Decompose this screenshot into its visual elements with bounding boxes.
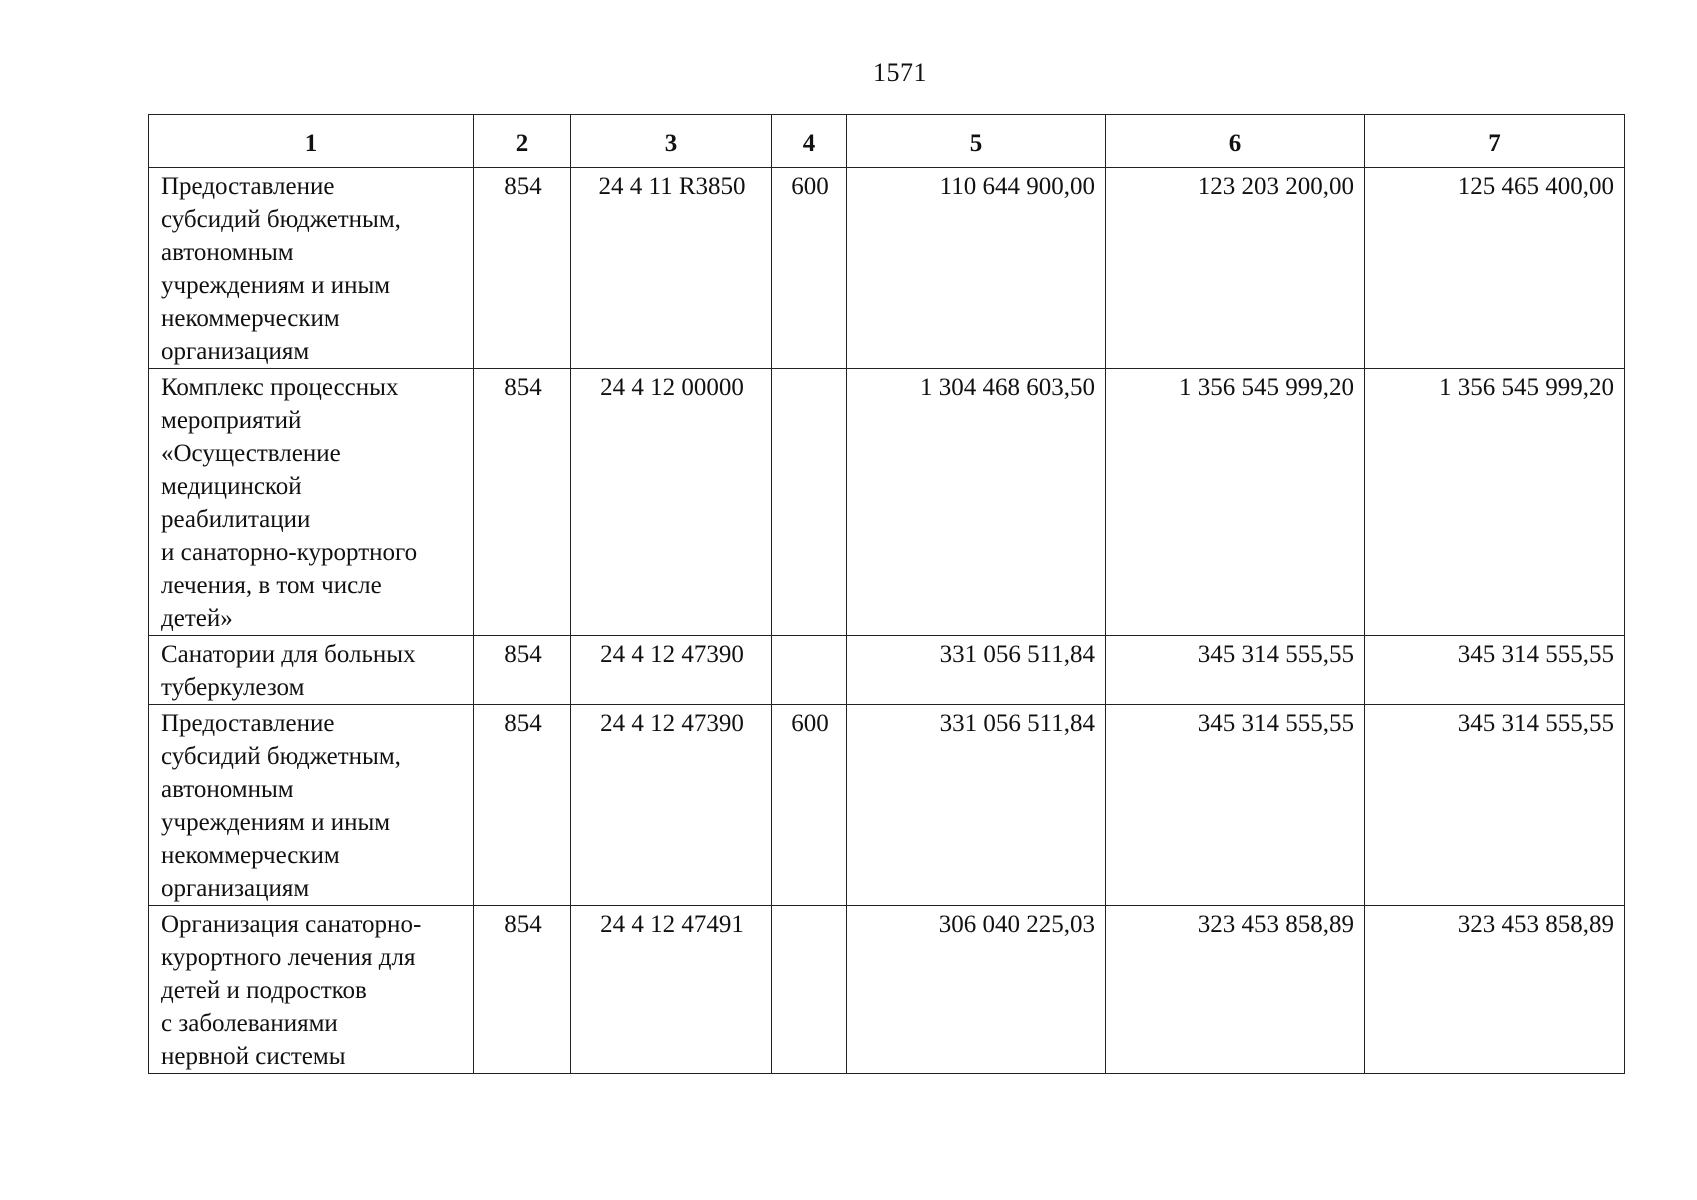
ministry-code-cell: 854 (474, 369, 571, 636)
expense-type-cell: 600 (772, 705, 847, 906)
amount-col7-cell: 345 314 555,55 (1365, 705, 1625, 906)
target-article-cell: 24 4 12 47390 (571, 705, 772, 906)
amount-col6-cell: 345 314 555,55 (1106, 705, 1365, 906)
column-header: 7 (1365, 115, 1625, 168)
amount-col7-cell: 1 356 545 999,20 (1365, 369, 1625, 636)
column-header: 6 (1106, 115, 1365, 168)
expense-type-cell (772, 906, 847, 1074)
target-article-cell: 24 4 12 47491 (571, 906, 772, 1074)
table-header-row (149, 115, 1625, 168)
table-row (149, 369, 1625, 636)
item-name: Предоставление субсидий бюджетным, автономным учреждениям и иным некоммерческим организациям (161, 173, 401, 365)
expense-type-cell (772, 636, 847, 705)
amount-col6-cell: 123 203 200,00 (1106, 168, 1365, 369)
target-article-cell: 24 4 11 R3850 (571, 168, 772, 369)
ministry-code-cell: 854 (474, 705, 571, 906)
item-name: Санатории для больных туберкулезом (161, 641, 416, 701)
item-name: Комплекс процессных мероприятий «Осуществление медицинской реабилитации и санаторно-курортного лечения, в том числе детей» (161, 374, 418, 632)
ministry-code-cell: 854 (474, 168, 571, 369)
amount-col5-cell: 110 644 900,00 (847, 168, 1106, 369)
target-article-cell: 24 4 12 00000 (571, 369, 772, 636)
table-row (149, 168, 1625, 369)
column-header: 2 (474, 115, 571, 168)
budget-table (148, 114, 1625, 1074)
amount-col5-cell: 331 056 511,84 (847, 636, 1106, 705)
column-header: 1 (149, 115, 474, 168)
item-name-cell (149, 906, 474, 1074)
amount-col7-cell: 345 314 555,55 (1365, 636, 1625, 705)
table-row (149, 906, 1625, 1074)
expense-type-cell (772, 369, 847, 636)
item-name-cell (149, 369, 474, 636)
item-name: Предоставление субсидий бюджетным, автономным учреждениям и иным некоммерческим организациям (161, 710, 401, 902)
item-name-cell (149, 168, 474, 369)
column-header: 3 (571, 115, 772, 168)
amount-col5-cell: 331 056 511,84 (847, 705, 1106, 906)
amount-col6-cell: 345 314 555,55 (1106, 636, 1365, 705)
table-row (149, 636, 1625, 705)
amount-col6-cell: 1 356 545 999,20 (1106, 369, 1365, 636)
amount-col7-cell: 323 453 858,89 (1365, 906, 1625, 1074)
column-header: 4 (772, 115, 847, 168)
amount-col5-cell: 306 040 225,03 (847, 906, 1106, 1074)
amount-col7-cell: 125 465 400,00 (1365, 168, 1625, 369)
ministry-code-cell: 854 (474, 906, 571, 1074)
item-name-cell (149, 705, 474, 906)
item-name-cell (149, 636, 474, 705)
amount-col5-cell: 1 304 468 603,50 (847, 369, 1106, 636)
expense-type-cell: 600 (772, 168, 847, 369)
ministry-code-cell: 854 (474, 636, 571, 705)
table-row (149, 705, 1625, 906)
column-header: 5 (847, 115, 1106, 168)
amount-col6-cell: 323 453 858,89 (1106, 906, 1365, 1074)
item-name: Организация санаторно- курортного лечения для детей и подростков с заболеваниями нервной системы (161, 911, 422, 1070)
target-article-cell: 24 4 12 47390 (571, 636, 772, 705)
page-number: 1571 (873, 58, 927, 87)
